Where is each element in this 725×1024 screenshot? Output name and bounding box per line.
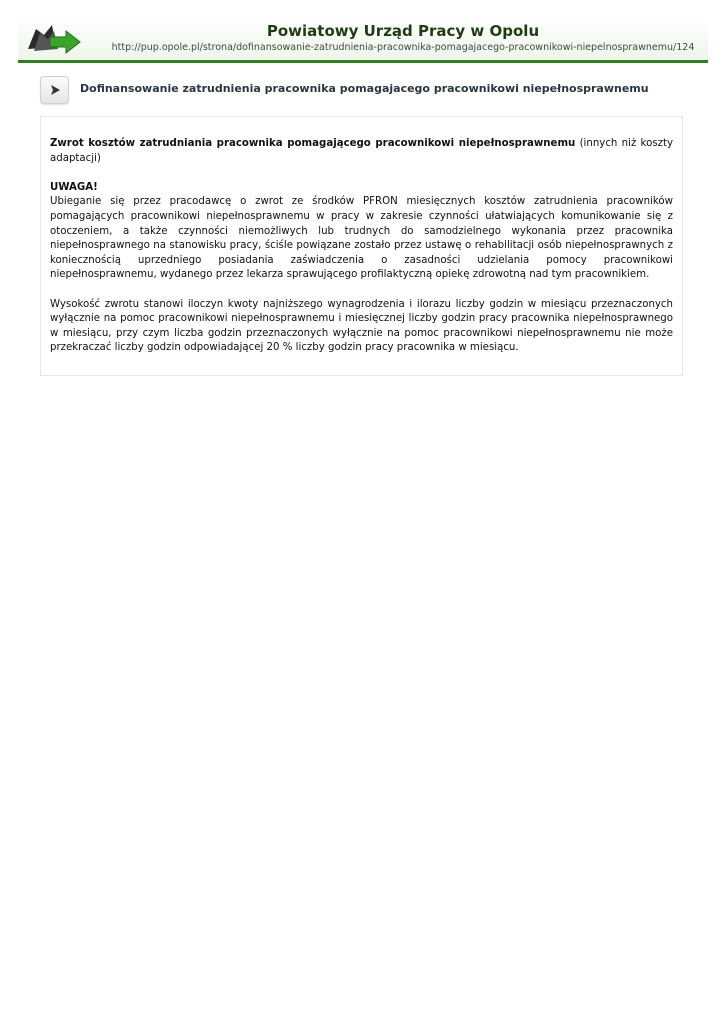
notice-text: Ubieganie się przez pracodawcę o zwrot ze środków PFRON miesięcznych kosztów zatrudnienia pracowników pomagających pracownikowi niepełnosprawnemu w pracy w zakresie czynności ułatwiających komunikowanie się z otoczeniem, a także czynności niemożliwych lub trudnych do samodzielnego wykonania przez pracownika niepełnosprawnego na stanowisku pracy, ściśle powiązane zostało przez ustawę o rehabilitacji osób niepełnosprawnych z koniecznością uprzedniego posiadania zaświadczenia o zasadności udzielania pomocy pracownikowi niepełnosprawnemu, wydanego przez lekarza sprawującego profilaktyczną opiekę zdrowotną nad tym pracownikiem.: [50, 196, 673, 281]
notice-paragraph: [50, 181, 673, 283]
pup-logo-arrow-icon[interactable]: [26, 23, 86, 55]
page-title-row: [40, 76, 690, 106]
intro-bold-text: Zwrot kosztów zatrudniania pracownika pomagającego pracownikowi niepełnosprawnemu: [50, 138, 576, 149]
page-url: http://pup.opole.pl/strona/dofinansowanie-zatrudnienia-pracownika-pomagajacego-pracownikowi-niepelnosprawnemu/124: [111, 42, 695, 53]
article-content: [40, 116, 683, 376]
amount-paragraph: Wysokość zwrotu stanowi iloczyn kwoty najniższego wynagrodzenia i ilorazu liczby godzin w miesiącu przeznaczonych wyłącznie na pomoc pracownikowi niepełnosprawnemu i miesięcznej liczby godzin pracy pracownika niepełnosprawnego w miesiącu, przy czym liczba godzin przeznaczonych wyłącznie na pomoc pracownikowi niepełnosprawnemu nie może przekraczać liczby godzin odpowiadającej 20 % liczby godzin pracy pracownika w miesiącu.: [50, 298, 673, 354]
right-arrow-icon: [40, 76, 69, 104]
page-title: Dofinansowanie zatrudnienia pracownika pomagajacego pracownikowi niepełnosprawnemu: [80, 82, 649, 95]
site-header: [18, 18, 708, 63]
intro-paragraph: [50, 137, 673, 166]
intro-rest-text: (innych niż koszty adaptacji): [50, 138, 673, 164]
notice-heading: UWAGA!: [50, 181, 98, 193]
site-title: Powiatowy Urząd Pracy w Opolu: [266, 22, 540, 40]
